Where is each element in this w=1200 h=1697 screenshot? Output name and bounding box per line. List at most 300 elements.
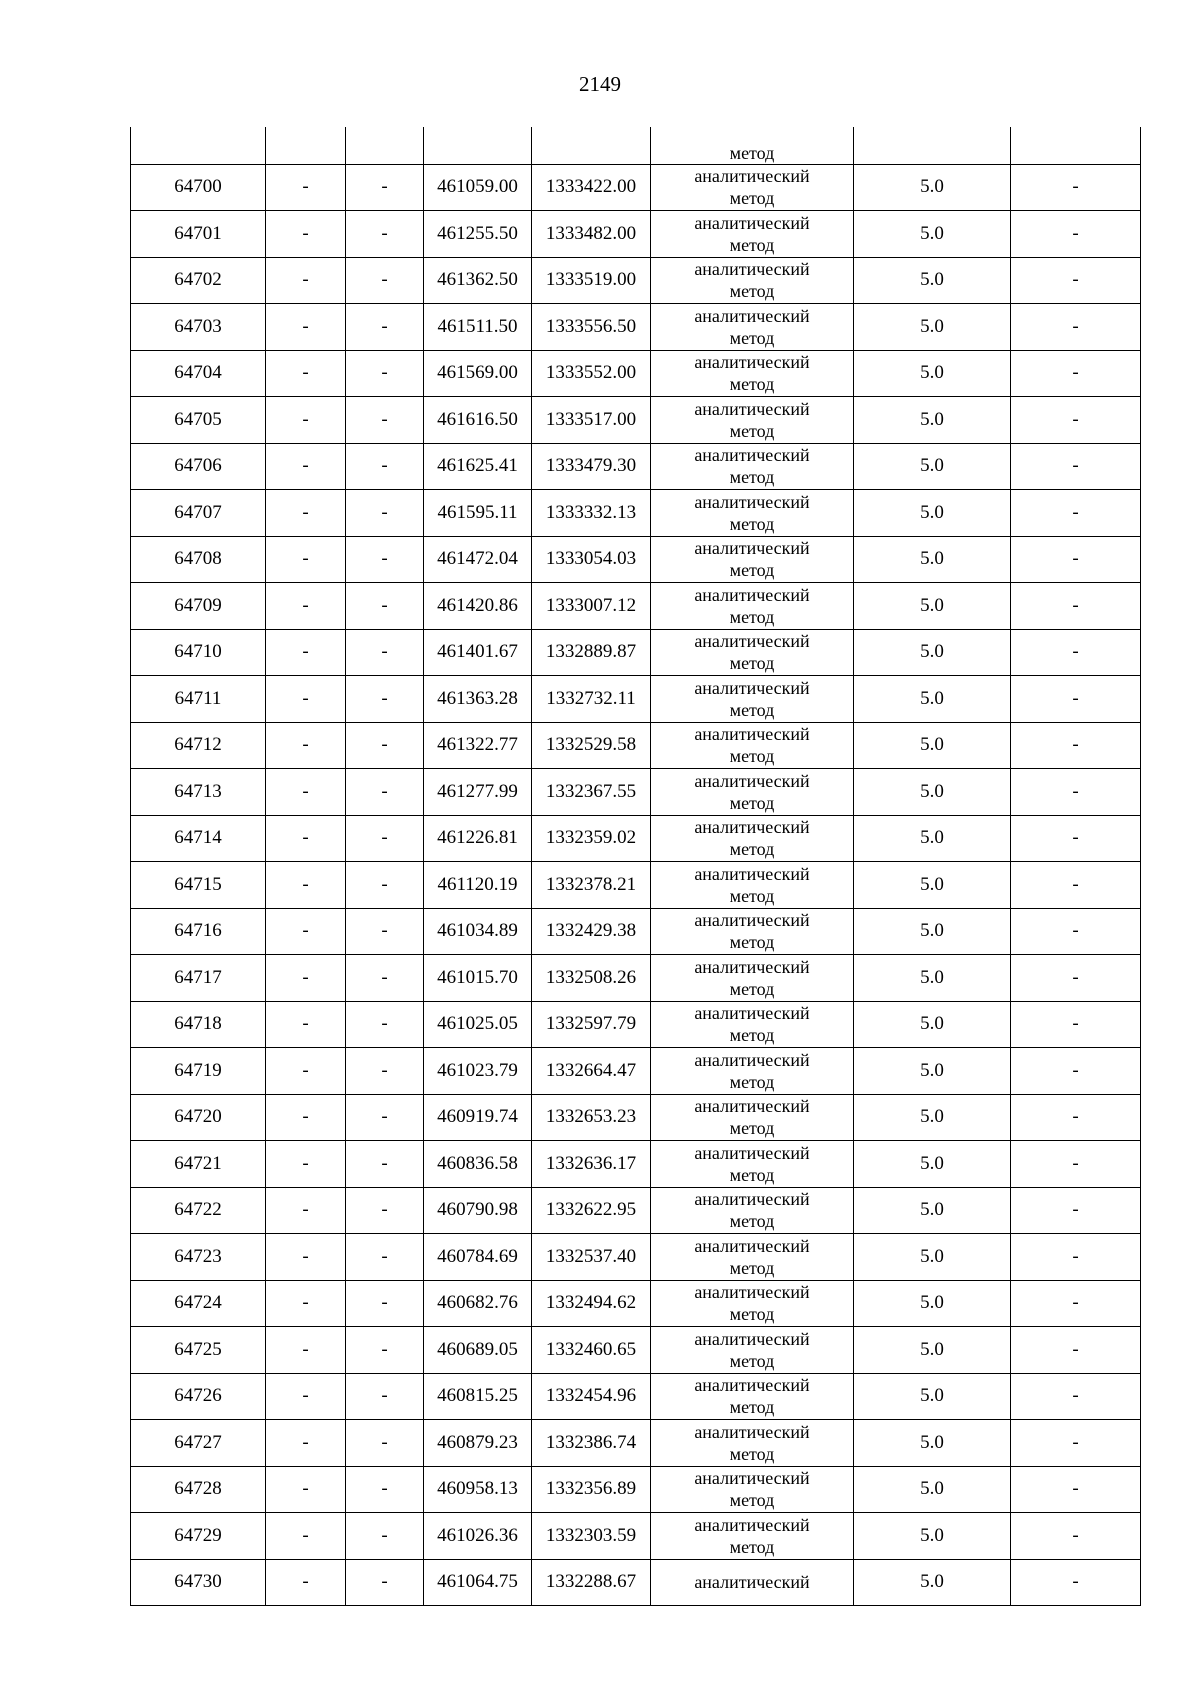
cell-col3: - xyxy=(346,1187,424,1234)
method-line2: метод xyxy=(729,1025,775,1046)
cell-y: 1332303.59 xyxy=(532,1513,651,1560)
cell-accuracy: 5.0 xyxy=(854,490,1011,537)
method-line1: аналитический xyxy=(694,1003,810,1024)
cell-x: 460958.13 xyxy=(424,1466,532,1513)
cell-col2: - xyxy=(266,815,346,862)
cell-x: 461569.00 xyxy=(424,350,532,397)
cell-col3: - xyxy=(346,1559,424,1606)
table-row xyxy=(131,769,1141,816)
method-line2: метод xyxy=(729,1443,775,1464)
method-line1: аналитический xyxy=(694,1189,810,1210)
cell-point-id: 64717 xyxy=(131,955,266,1002)
cell-col2 xyxy=(266,127,346,164)
cell-point-id: 64726 xyxy=(131,1373,266,1420)
cell-col2: - xyxy=(266,1094,346,1141)
method-line1: аналитический xyxy=(694,910,810,931)
cell-point-id: 64709 xyxy=(131,583,266,630)
cell-col3: - xyxy=(346,955,424,1002)
cell-col3: - xyxy=(346,304,424,351)
cell-note: - xyxy=(1011,1001,1141,1048)
method-line1: аналитический xyxy=(694,584,810,605)
cell-method xyxy=(651,862,854,909)
cell-col3: - xyxy=(346,164,424,211)
cell-x: 460790.98 xyxy=(424,1187,532,1234)
cell-x: 460682.76 xyxy=(424,1280,532,1327)
method-line1: аналитический xyxy=(694,1235,810,1256)
cell-col3: - xyxy=(346,536,424,583)
method-line1: аналитический xyxy=(694,212,810,233)
cell-y: 1332508.26 xyxy=(532,955,651,1002)
table-row xyxy=(131,955,1141,1002)
cell-point-id: 64724 xyxy=(131,1280,266,1327)
method-line2: метод xyxy=(729,374,775,395)
method-line1: аналитический xyxy=(694,770,810,791)
cell-x: 461420.86 xyxy=(424,583,532,630)
cell-y: 1333479.30 xyxy=(532,443,651,490)
cell-method xyxy=(651,1234,854,1281)
cell-accuracy: 5.0 xyxy=(854,1559,1011,1606)
table-row xyxy=(131,1327,1141,1374)
cell-y: 1332378.21 xyxy=(532,862,651,909)
cell-col3 xyxy=(346,127,424,164)
cell-col2: - xyxy=(266,955,346,1002)
table-row xyxy=(131,1234,1141,1281)
method-line2: метод xyxy=(729,792,775,813)
cell-y: 1333482.00 xyxy=(532,211,651,258)
method-line1: аналитический xyxy=(694,1096,810,1117)
cell-method xyxy=(651,769,854,816)
cell-accuracy: 5.0 xyxy=(854,443,1011,490)
cell-method xyxy=(651,1094,854,1141)
method-line2: метод xyxy=(729,746,775,767)
cell-point-id: 64712 xyxy=(131,722,266,769)
cell-point-id: 64706 xyxy=(131,443,266,490)
cell-accuracy: 5.0 xyxy=(854,583,1011,630)
table-row xyxy=(131,908,1141,955)
cell-point-id: 64700 xyxy=(131,164,266,211)
cell-y: 1333007.12 xyxy=(532,583,651,630)
cell-accuracy: 5.0 xyxy=(854,257,1011,304)
cell-x: 460689.05 xyxy=(424,1327,532,1374)
cell-accuracy: 5.0 xyxy=(854,862,1011,909)
method-line2: метод xyxy=(729,513,775,534)
cell-point-id: 64729 xyxy=(131,1513,266,1560)
cell-method xyxy=(651,443,854,490)
cell-col3: - xyxy=(346,1094,424,1141)
cell-x: 461064.75 xyxy=(424,1559,532,1606)
cell-col3: - xyxy=(346,211,424,258)
cell-y: 1333054.03 xyxy=(532,536,651,583)
cell-note: - xyxy=(1011,304,1141,351)
cell-note: - xyxy=(1011,1141,1141,1188)
cell-x: 461616.50 xyxy=(424,397,532,444)
cell-col3: - xyxy=(346,443,424,490)
method-line1: аналитический xyxy=(694,817,810,838)
cell-col2: - xyxy=(266,536,346,583)
method-line1: аналитический xyxy=(694,259,810,280)
cell-col2: - xyxy=(266,1559,346,1606)
cell-y: 1332622.95 xyxy=(532,1187,651,1234)
method-line1: аналитический xyxy=(694,445,810,466)
cell-col2: - xyxy=(266,862,346,909)
cell-note: - xyxy=(1011,676,1141,723)
cell-note: - xyxy=(1011,1048,1141,1095)
cell-method xyxy=(651,1141,854,1188)
cell-accuracy: 5.0 xyxy=(854,1001,1011,1048)
cell-point-id xyxy=(131,127,266,164)
cell-accuracy xyxy=(854,127,1011,164)
cell-note: - xyxy=(1011,350,1141,397)
cell-point-id: 64701 xyxy=(131,211,266,258)
method-line1: аналитический xyxy=(694,956,810,977)
table-row xyxy=(131,443,1141,490)
cell-accuracy: 5.0 xyxy=(854,1187,1011,1234)
cell-point-id: 64710 xyxy=(131,629,266,676)
cell-x: 461511.50 xyxy=(424,304,532,351)
cell-point-id: 64711 xyxy=(131,676,266,723)
cell-point-id: 64725 xyxy=(131,1327,266,1374)
cell-method: метод xyxy=(651,127,854,164)
cell-x: 461034.89 xyxy=(424,908,532,955)
table-row xyxy=(131,211,1141,258)
cell-point-id: 64703 xyxy=(131,304,266,351)
cell-x: 461625.41 xyxy=(424,443,532,490)
cell-note: - xyxy=(1011,1466,1141,1513)
cell-y: 1332664.47 xyxy=(532,1048,651,1095)
cell-x: 461226.81 xyxy=(424,815,532,862)
method-line1: аналитический xyxy=(694,631,810,652)
cell-x: 460784.69 xyxy=(424,1234,532,1281)
cell-y: 1333517.00 xyxy=(532,397,651,444)
cell-method xyxy=(651,722,854,769)
cell-note: - xyxy=(1011,1187,1141,1234)
cell-x: 460815.25 xyxy=(424,1373,532,1420)
cell-col2: - xyxy=(266,1187,346,1234)
table-row xyxy=(131,676,1141,723)
cell-note: - xyxy=(1011,769,1141,816)
cell-accuracy: 5.0 xyxy=(854,211,1011,258)
cell-col2: - xyxy=(266,164,346,211)
table-row xyxy=(131,1048,1141,1095)
table-row xyxy=(131,1187,1141,1234)
cell-accuracy: 5.0 xyxy=(854,676,1011,723)
cell-method xyxy=(651,536,854,583)
cell-accuracy: 5.0 xyxy=(854,1327,1011,1374)
cell-point-id: 64728 xyxy=(131,1466,266,1513)
method-line1: аналитический xyxy=(694,1049,810,1070)
cell-x: 460919.74 xyxy=(424,1094,532,1141)
method-line2: метод xyxy=(729,653,775,674)
cell-x: 461472.04 xyxy=(424,536,532,583)
cell-col3: - xyxy=(346,1234,424,1281)
method-line2: метод xyxy=(729,699,775,720)
cell-accuracy: 5.0 xyxy=(854,769,1011,816)
cell-note: - xyxy=(1011,862,1141,909)
page-number: 2149 xyxy=(579,72,621,96)
cell-col3: - xyxy=(346,908,424,955)
method-line1: аналитический xyxy=(694,1282,810,1303)
table-row xyxy=(131,1280,1141,1327)
cell-method xyxy=(651,1327,854,1374)
cell-y: 1333519.00 xyxy=(532,257,651,304)
table-row xyxy=(131,629,1141,676)
table-row xyxy=(131,1094,1141,1141)
cell-col2: - xyxy=(266,769,346,816)
cell-col3: - xyxy=(346,1048,424,1095)
cell-col3: - xyxy=(346,490,424,537)
cell-col3: - xyxy=(346,1280,424,1327)
cell-method xyxy=(651,164,854,211)
method-line2: метод xyxy=(729,1118,775,1139)
table-row xyxy=(131,862,1141,909)
cell-accuracy: 5.0 xyxy=(854,1513,1011,1560)
cell-y: 1332359.02 xyxy=(532,815,651,862)
cell-col3: - xyxy=(346,629,424,676)
table-row xyxy=(131,490,1141,537)
table-row xyxy=(131,583,1141,630)
method-line1: аналитический xyxy=(694,491,810,512)
method-line2: метод xyxy=(729,1257,775,1278)
table-row xyxy=(131,1466,1141,1513)
cell-accuracy: 5.0 xyxy=(854,536,1011,583)
cell-y: 1332494.62 xyxy=(532,1280,651,1327)
cell-col2: - xyxy=(266,676,346,723)
cell-col3: - xyxy=(346,257,424,304)
table-row xyxy=(131,1420,1141,1467)
cell-col3: - xyxy=(346,1001,424,1048)
cell-note: - xyxy=(1011,1559,1141,1606)
table-body xyxy=(131,127,1141,1606)
table-row xyxy=(131,257,1141,304)
cell-note: - xyxy=(1011,443,1141,490)
method-line1: аналитический xyxy=(694,352,810,373)
cell-x: 461059.00 xyxy=(424,164,532,211)
cell-y: 1332537.40 xyxy=(532,1234,651,1281)
cell-y: 1332597.79 xyxy=(532,1001,651,1048)
cell-method xyxy=(651,1513,854,1560)
table-row xyxy=(131,304,1141,351)
cell-col2: - xyxy=(266,443,346,490)
table-row xyxy=(131,1001,1141,1048)
cell-note: - xyxy=(1011,583,1141,630)
cell-point-id: 64705 xyxy=(131,397,266,444)
cell-point-id: 64716 xyxy=(131,908,266,955)
cell-y: 1333332.13 xyxy=(532,490,651,537)
method-line2: метод xyxy=(729,1211,775,1232)
cell-point-id: 64707 xyxy=(131,490,266,537)
cell-y: 1332732.11 xyxy=(532,676,651,723)
cell-note: - xyxy=(1011,908,1141,955)
cell-y: 1333552.00 xyxy=(532,350,651,397)
cell-col3: - xyxy=(346,862,424,909)
cell-note: - xyxy=(1011,1513,1141,1560)
cell-point-id: 64730 xyxy=(131,1559,266,1606)
cell-col3: - xyxy=(346,722,424,769)
cell-col2: - xyxy=(266,1048,346,1095)
cell-note: - xyxy=(1011,536,1141,583)
cell-y: 1332367.55 xyxy=(532,769,651,816)
table-row xyxy=(131,1373,1141,1420)
method-line2: метод xyxy=(729,420,775,441)
cell-note: - xyxy=(1011,164,1141,211)
cell-y xyxy=(532,127,651,164)
cell-x: 461015.70 xyxy=(424,955,532,1002)
table-row xyxy=(131,1559,1141,1606)
method-line2: метод xyxy=(729,1071,775,1092)
cell-note: - xyxy=(1011,257,1141,304)
method-line2: метод xyxy=(729,978,775,999)
cell-accuracy: 5.0 xyxy=(854,1141,1011,1188)
table-row xyxy=(131,350,1141,397)
cell-col2: - xyxy=(266,1466,346,1513)
cell-note: - xyxy=(1011,629,1141,676)
cell-accuracy: 5.0 xyxy=(854,908,1011,955)
cell-point-id: 64727 xyxy=(131,1420,266,1467)
method-line1: аналитический xyxy=(694,1468,810,1489)
cell-y: 1332288.67 xyxy=(532,1559,651,1606)
cell-method xyxy=(651,304,854,351)
cell-accuracy: 5.0 xyxy=(854,815,1011,862)
method-line2: метод xyxy=(729,281,775,302)
cell-point-id: 64714 xyxy=(131,815,266,862)
continuation-row xyxy=(131,127,1141,164)
cell-note: - xyxy=(1011,1234,1141,1281)
cell-method xyxy=(651,490,854,537)
method-line1: аналитический xyxy=(694,1421,810,1442)
cell-col2: - xyxy=(266,490,346,537)
cell-accuracy: 5.0 xyxy=(854,350,1011,397)
method-line1: аналитический xyxy=(694,1375,810,1396)
cell-y: 1332386.74 xyxy=(532,1420,651,1467)
cell-accuracy: 5.0 xyxy=(854,1048,1011,1095)
cell-col3: - xyxy=(346,769,424,816)
cell-point-id: 64720 xyxy=(131,1094,266,1141)
cell-method xyxy=(651,257,854,304)
cell-col2: - xyxy=(266,1420,346,1467)
method-line2: метод xyxy=(729,606,775,627)
cell-note: - xyxy=(1011,1327,1141,1374)
cell-col2: - xyxy=(266,211,346,258)
cell-col3: - xyxy=(346,397,424,444)
method-line2: метод xyxy=(729,1350,775,1371)
cell-x: 460836.58 xyxy=(424,1141,532,1188)
cell-col3: - xyxy=(346,1373,424,1420)
cell-y: 1332460.65 xyxy=(532,1327,651,1374)
table-row xyxy=(131,397,1141,444)
method-line1: аналитический xyxy=(694,538,810,559)
cell-x: 461023.79 xyxy=(424,1048,532,1095)
cell-col3: - xyxy=(346,583,424,630)
cell-x: 461363.28 xyxy=(424,676,532,723)
method-line1: аналитический xyxy=(694,1142,810,1163)
cell-col3: - xyxy=(346,1466,424,1513)
cell-accuracy: 5.0 xyxy=(854,1280,1011,1327)
cell-note: - xyxy=(1011,722,1141,769)
cell-x xyxy=(424,127,532,164)
cell-note: - xyxy=(1011,1373,1141,1420)
cell-point-id: 64704 xyxy=(131,350,266,397)
cell-note: - xyxy=(1011,1420,1141,1467)
method-line1: аналитический xyxy=(694,398,810,419)
cell-y: 1332356.89 xyxy=(532,1466,651,1513)
table-row xyxy=(131,164,1141,211)
cell-accuracy: 5.0 xyxy=(854,304,1011,351)
cell-method xyxy=(651,1187,854,1234)
cell-x: 461025.05 xyxy=(424,1001,532,1048)
cell-y: 1332429.38 xyxy=(532,908,651,955)
cell-x: 460879.23 xyxy=(424,1420,532,1467)
cell-x: 461026.36 xyxy=(424,1513,532,1560)
cell-note: - xyxy=(1011,815,1141,862)
cell-method xyxy=(651,397,854,444)
cell-y: 1332636.17 xyxy=(532,1141,651,1188)
cell-y: 1332889.87 xyxy=(532,629,651,676)
cell-col3: - xyxy=(346,1513,424,1560)
cell-note: - xyxy=(1011,397,1141,444)
cell-y: 1333422.00 xyxy=(532,164,651,211)
cell-col3: - xyxy=(346,350,424,397)
cell-method xyxy=(651,350,854,397)
cell-x: 461401.67 xyxy=(424,629,532,676)
cell-x: 461277.99 xyxy=(424,769,532,816)
method-line2: метод xyxy=(729,1490,775,1511)
cell-col3: - xyxy=(346,1141,424,1188)
cell-x: 461362.50 xyxy=(424,257,532,304)
method-line2: метод xyxy=(729,1536,775,1557)
cell-accuracy: 5.0 xyxy=(854,164,1011,211)
cell-method xyxy=(651,629,854,676)
method-line1: аналитический xyxy=(694,166,810,187)
cell-col2: - xyxy=(266,1141,346,1188)
cell-col2: - xyxy=(266,1234,346,1281)
cell-col2: - xyxy=(266,304,346,351)
cell-note: - xyxy=(1011,1094,1141,1141)
cell-note xyxy=(1011,127,1141,164)
table-row xyxy=(131,1141,1141,1188)
cell-method xyxy=(651,1280,854,1327)
method-line2: метод xyxy=(729,1397,775,1418)
cell-method xyxy=(651,815,854,862)
cell-point-id: 64719 xyxy=(131,1048,266,1095)
cell-accuracy: 5.0 xyxy=(854,1234,1011,1281)
cell-y: 1332653.23 xyxy=(532,1094,651,1141)
cell-y: 1333556.50 xyxy=(532,304,651,351)
method-line2: метод xyxy=(729,932,775,953)
cell-accuracy: 5.0 xyxy=(854,722,1011,769)
cell-point-id: 64715 xyxy=(131,862,266,909)
cell-method xyxy=(651,1373,854,1420)
cell-x: 461595.11 xyxy=(424,490,532,537)
cell-point-id: 64722 xyxy=(131,1187,266,1234)
cell-point-id: 64702 xyxy=(131,257,266,304)
cell-accuracy: 5.0 xyxy=(854,1466,1011,1513)
cell-accuracy: 5.0 xyxy=(854,397,1011,444)
method-line2: метод xyxy=(729,234,775,255)
table-row xyxy=(131,1513,1141,1560)
cell-accuracy: 5.0 xyxy=(854,955,1011,1002)
cell-note: - xyxy=(1011,1280,1141,1327)
cell-y: 1332529.58 xyxy=(532,722,651,769)
cell-col2: - xyxy=(266,397,346,444)
cell-method xyxy=(651,1001,854,1048)
cell-method xyxy=(651,1420,854,1467)
method-line2: метод xyxy=(729,885,775,906)
method-line2: метод xyxy=(729,327,775,348)
cell-method xyxy=(651,676,854,723)
cell-col3: - xyxy=(346,1420,424,1467)
method-line2: метод xyxy=(729,839,775,860)
cell-method xyxy=(651,908,854,955)
